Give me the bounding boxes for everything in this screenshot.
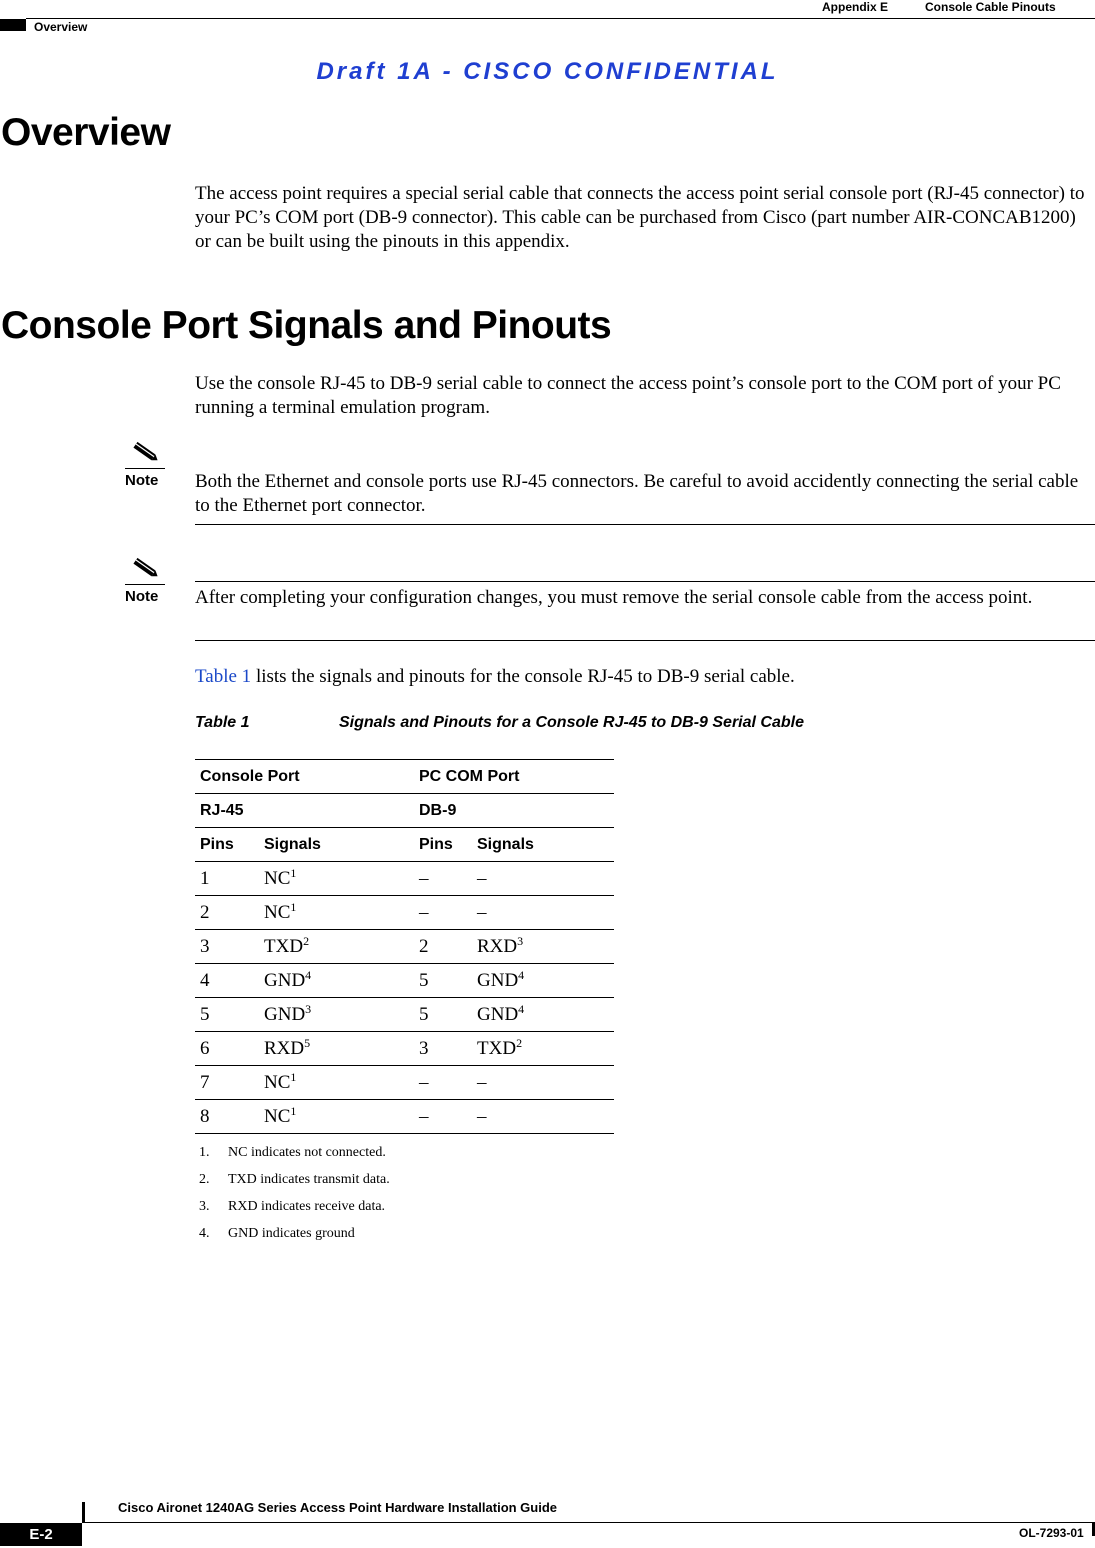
table-row <box>195 1032 614 1066</box>
rj45-signal: $NC^1$ <box>259 896 414 930</box>
db9-pin: 2 <box>414 930 472 964</box>
table-reference-paragraph <box>195 665 1095 689</box>
header-marker <box>0 19 26 31</box>
db9-pin: 5 <box>414 964 472 998</box>
footnote-ref: 1 <box>290 865 297 880</box>
db9-signal: – <box>472 896 614 930</box>
table-footnote: 1. NC indicates not connected. <box>199 1145 386 1160</box>
rj45-signal: RXD$^5$ <box>259 1032 414 1066</box>
note-label: Note <box>125 472 159 489</box>
table-connector-header-row <box>195 794 614 828</box>
table-reference-text: lists the signals and pinouts for the console RJ-45 to DB-9 serial cable. <box>251 666 795 687</box>
console-heading: Console Port Signals and Pinouts <box>1 304 612 347</box>
column-header: Signals <box>259 828 414 862</box>
footnote-ref: 1 <box>290 1103 297 1118</box>
footnote-ref: 1 <box>290 899 297 914</box>
rj45-signal: $NC^1$ <box>259 1100 414 1134</box>
note-bottom-rule <box>195 524 1095 525</box>
rj45-signal: $NC^1$ <box>259 1066 414 1100</box>
overview-paragraph: The access point requires a special serial cable that connects the access point serial console port (RJ-45 connector) to your PC’s COM port (DB-9 connector). This cable can be purchased from Cisco (part number AIR-CONCAB1200) or can be built using the pinouts in this appendix. <box>195 183 1085 252</box>
overview-heading: Overview <box>1 111 171 154</box>
column-header: Signals <box>472 828 614 862</box>
note-label: Note <box>125 588 159 605</box>
footnote-ref: 5 <box>304 1035 311 1050</box>
rj45-pin: 5 <box>195 998 259 1032</box>
column-header: Pins <box>414 828 472 862</box>
table-row <box>195 1100 614 1134</box>
footnote-ref: 4 <box>305 967 312 982</box>
table-row <box>195 998 614 1032</box>
db9-header: DB-9 <box>414 794 614 828</box>
note-pencil-icon <box>130 556 160 580</box>
table-row <box>195 862 614 896</box>
note-bottom-rule <box>195 640 1095 641</box>
header-appendix: Appendix E <box>822 0 889 14</box>
db9-signal: – <box>472 862 614 896</box>
rj45-header: RJ-45 <box>195 794 414 828</box>
note-text: After completing your configuration changes, you must remove the serial console cable from the access point. <box>195 587 1033 608</box>
footnote-ref: 1 <box>290 1069 297 1084</box>
table-title: Signals and Pinouts for a Console RJ-45 to DB-9 Serial Cable <box>339 714 804 731</box>
pinout-table <box>195 759 614 1134</box>
pc-com-port-header: PC COM Port <box>414 760 614 794</box>
draft-watermark: Draft 1A - CISCO CONFIDENTIAL <box>316 58 779 85</box>
table-column-header-row <box>195 828 614 862</box>
table-row <box>195 964 614 998</box>
note-divider <box>125 584 165 585</box>
page-number: E-2 <box>0 1523 82 1546</box>
note-top-rule <box>195 581 1095 582</box>
table-row <box>195 930 614 964</box>
table-row <box>195 896 614 930</box>
db9-pin: – <box>414 862 472 896</box>
db9-signal: RXD$^3$ <box>472 930 614 964</box>
header-section: Overview <box>34 20 88 34</box>
rj45-pin: 1 <box>195 862 259 896</box>
footnote-ref: 4 <box>518 967 525 982</box>
db9-signal: – <box>472 1100 614 1134</box>
table-group-header-row <box>195 760 614 794</box>
console-paragraph: Use the console RJ-45 to DB-9 serial cable to connect the access point’s console port to the COM port of your PC running a terminal emulation program. <box>195 373 1061 418</box>
db9-pin: 3 <box>414 1032 472 1066</box>
db9-pin: – <box>414 1100 472 1134</box>
column-header: Pins <box>195 828 259 862</box>
db9-signal: GND$^4$ <box>472 998 614 1032</box>
header-chapter-title: Console Cable Pinouts <box>925 0 1056 14</box>
footnote-ref: 2 <box>303 933 310 948</box>
rj45-pin: 4 <box>195 964 259 998</box>
db9-signal: – <box>472 1066 614 1100</box>
table-row <box>195 1066 614 1100</box>
rj45-signal: TXD$^2$ <box>259 930 414 964</box>
rj45-pin: 8 <box>195 1100 259 1134</box>
console-port-header: Console Port <box>195 760 414 794</box>
footer-guide-title: Cisco Aironet 1240AG Series Access Point Hardware Installation Guide <box>118 1500 558 1515</box>
footer-tick <box>82 1502 85 1522</box>
footnote-ref: 4 <box>518 1001 525 1016</box>
footer-doc-number: OL-7293-01 <box>1019 1526 1084 1540</box>
footnote-ref: 3 <box>305 1001 312 1016</box>
rj45-signal: GND$^3$ <box>259 998 414 1032</box>
table-number: Table 1 <box>195 714 250 731</box>
table-footnote: 3. RXD indicates receive data. <box>199 1199 386 1214</box>
table-footnote: 4. GND indicates ground <box>199 1226 355 1241</box>
rj45-pin: 7 <box>195 1066 259 1100</box>
footnote-ref: 3 <box>517 933 524 948</box>
footnote-ref: 2 <box>516 1035 523 1050</box>
header-rule <box>26 18 1095 19</box>
rj45-pin: 3 <box>195 930 259 964</box>
db9-pin: 5 <box>414 998 472 1032</box>
rj45-pin: 6 <box>195 1032 259 1066</box>
rj45-signal: GND$^4$ <box>259 964 414 998</box>
footer-rule <box>82 1522 1095 1523</box>
note-text: Both the Ethernet and console ports use RJ-45 connectors. Be careful to avoid accidently connecting the serial cable to the Ethernet port connector. <box>195 471 1079 516</box>
table-footnote: 2. TXD indicates transmit data. <box>199 1172 390 1187</box>
table-caption <box>195 714 804 732</box>
table-1-link[interactable]: Table 1 <box>195 666 252 687</box>
db9-pin: – <box>414 896 472 930</box>
db9-pin: – <box>414 1066 472 1100</box>
note-pencil-icon <box>130 440 160 464</box>
note-divider <box>125 468 165 469</box>
rj45-pin: 2 <box>195 896 259 930</box>
db9-signal: TXD$^2$ <box>472 1032 614 1066</box>
rj45-signal: $NC^1$ <box>259 862 414 896</box>
db9-signal: GND$^4$ <box>472 964 614 998</box>
